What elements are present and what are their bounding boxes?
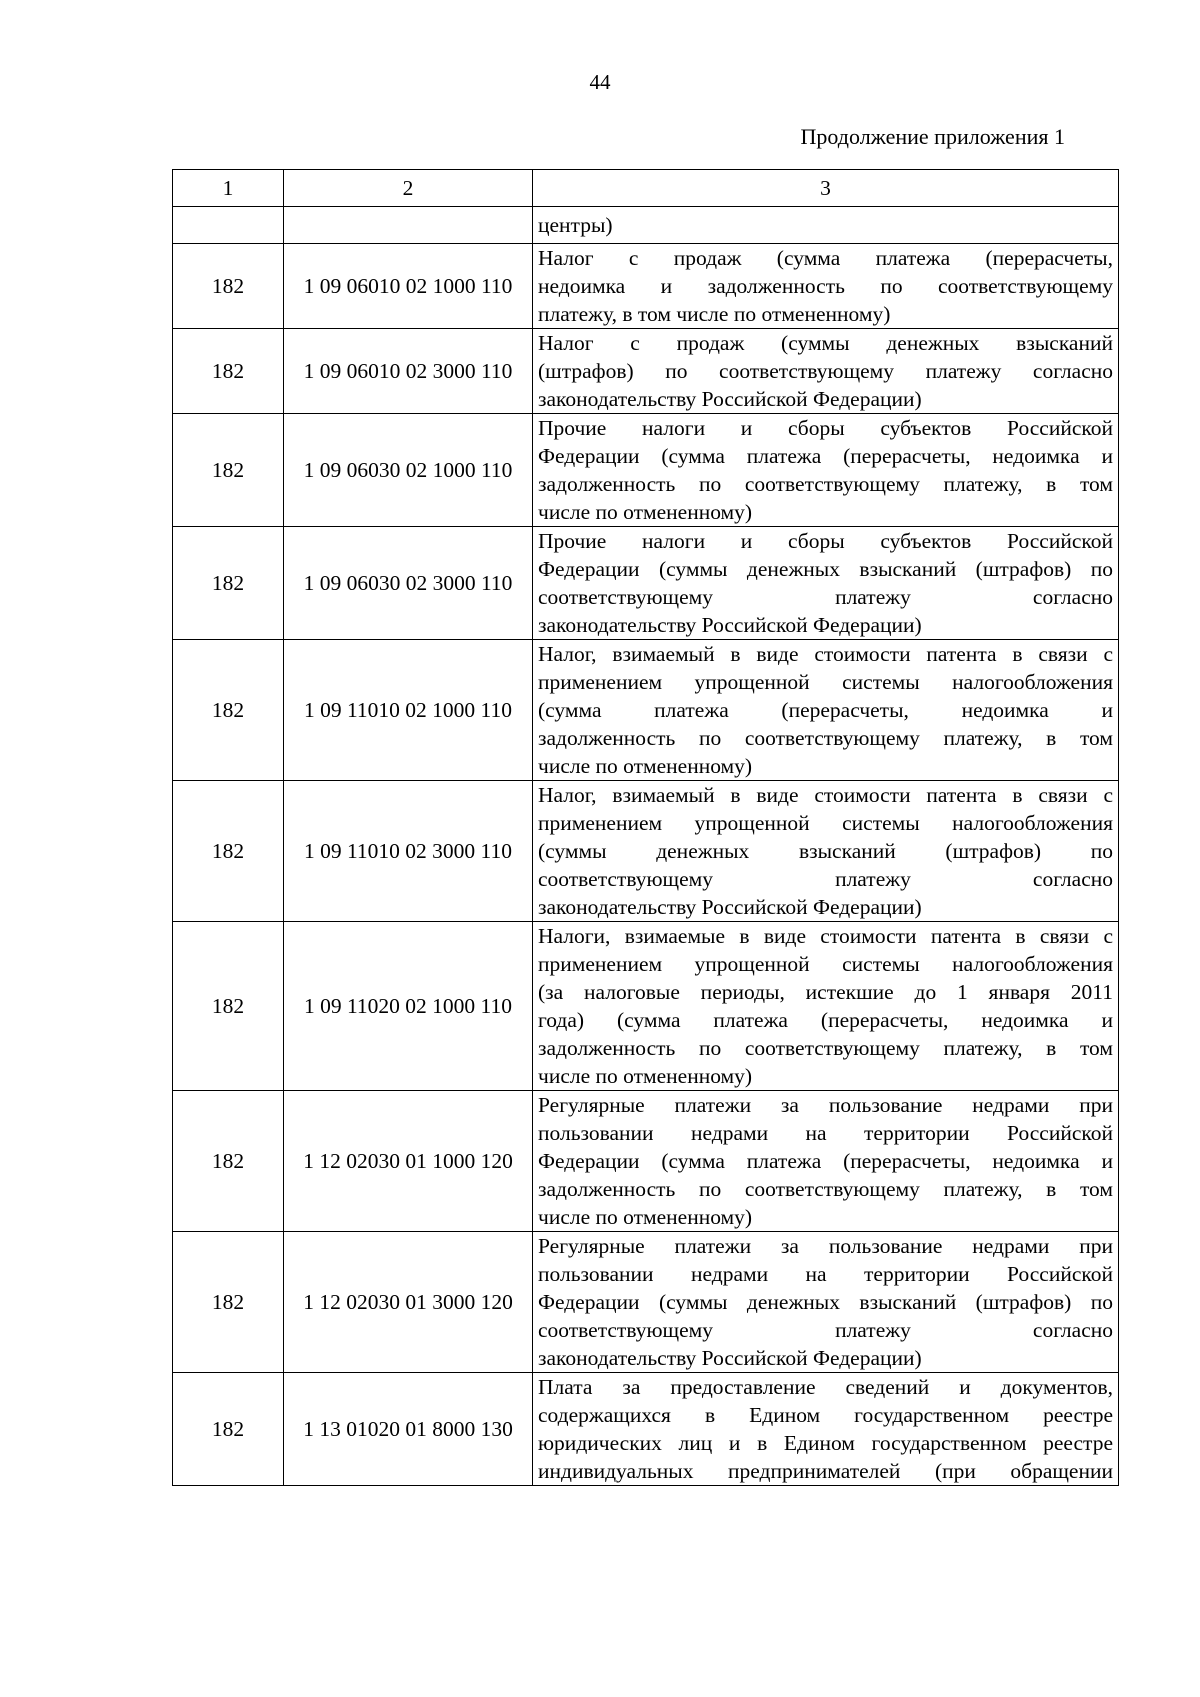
description-line: Регулярные платежи за пользование недрами при <box>538 1234 1113 1258</box>
description-line: Федерации (сумма платежа (перерасчеты, недоимка и <box>538 444 1113 468</box>
table-row <box>173 922 1119 1091</box>
description-line: соответствующему платежу согласно <box>538 1318 1113 1342</box>
table-row <box>173 527 1119 640</box>
admin-code-cell: 182 <box>173 1232 284 1373</box>
income-description-cell <box>533 527 1119 640</box>
header-cell-2: 2 <box>284 170 533 207</box>
income-description-cell <box>533 1373 1119 1486</box>
income-description-cell <box>533 640 1119 781</box>
description-line: законодательству Российской Федерации) <box>538 895 922 919</box>
description-line: года) (сумма платежа (перерасчеты, недоимка и <box>538 1008 1113 1032</box>
table-body <box>173 170 1119 1486</box>
budget-classification-code-cell: 1 09 11010 02 3000 110 <box>284 781 533 922</box>
budget-classification-code-cell: 1 09 11020 02 1000 110 <box>284 922 533 1091</box>
admin-code-cell: 182 <box>173 414 284 527</box>
header-cell-3: 3 <box>533 170 1119 207</box>
description-line: Прочие налоги и сборы субъектов Российской <box>538 416 1113 440</box>
description-line: числе по отмененному) <box>538 754 753 778</box>
income-description-cell <box>533 922 1119 1091</box>
admin-code-cell: 182 <box>173 1373 284 1486</box>
description-line: Регулярные платежи за пользование недрами при <box>538 1093 1113 1117</box>
continuation-text: центры) <box>533 207 1119 244</box>
description-line: законодательству Российской Федерации) <box>538 1346 922 1370</box>
income-description-cell <box>533 1232 1119 1373</box>
income-description-cell <box>533 244 1119 329</box>
description-line: Налоги, взимаемые в виде стоимости патента в связи с <box>538 924 1113 948</box>
description-line: (штрафов) по соответствующему платежу согласно <box>538 359 1113 383</box>
description-line: (за налоговые периоды, истекшие до 1 января 2011 <box>538 980 1113 1004</box>
description-line: пользовании недрами на территории Российской <box>538 1262 1113 1286</box>
admin-code-cell: 182 <box>173 1091 284 1232</box>
description-line: (сумма платежа (перерасчеты, недоимка и <box>538 698 1113 722</box>
table-row <box>173 781 1119 922</box>
table-row <box>173 1373 1119 1486</box>
description-line: Налог, взимаемый в виде стоимости патента в связи с <box>538 642 1113 666</box>
description-line: Федерации (суммы денежных взысканий (штрафов) по <box>538 557 1113 581</box>
description-line: Плата за предоставление сведений и документов, <box>538 1375 1113 1399</box>
budget-classification-code-cell: 1 09 11010 02 1000 110 <box>284 640 533 781</box>
empty-cell <box>284 207 533 244</box>
description-line: (суммы денежных взысканий (штрафов) по <box>538 839 1113 863</box>
description-line: числе по отмененному) <box>538 1064 753 1088</box>
description-line: платежу, в том числе по отмененному) <box>538 302 891 326</box>
table-row <box>173 1232 1119 1373</box>
description-line: недоимка и задолженность по соответствующему <box>538 274 1113 298</box>
description-line: Налог с продаж (сумма платежа (перерасчеты, <box>538 246 1113 270</box>
description-line: Прочие налоги и сборы субъектов Российской <box>538 529 1113 553</box>
description-line: задолженность по соответствующему платежу, в том <box>538 726 1113 750</box>
description-line: Федерации (сумма платежа (перерасчеты, недоимка и <box>538 1149 1113 1173</box>
budget-classification-code-cell: 1 09 06030 02 1000 110 <box>284 414 533 527</box>
description-line: числе по отмененному) <box>538 500 753 524</box>
table-row <box>173 640 1119 781</box>
description-line: Налог с продаж (суммы денежных взысканий <box>538 331 1113 355</box>
budget-classification-code-cell: 1 13 01020 01 8000 130 <box>284 1373 533 1486</box>
description-line: задолженность по соответствующему платежу, в том <box>538 1036 1113 1060</box>
budget-codes-table <box>172 169 1119 1486</box>
header-cell-1: 1 <box>173 170 284 207</box>
budget-classification-code-cell: 1 09 06010 02 1000 110 <box>284 244 533 329</box>
budget-classification-code-cell: 1 09 06010 02 3000 110 <box>284 329 533 414</box>
description-line: Налог, взимаемый в виде стоимости патента в связи с <box>538 783 1113 807</box>
description-line: пользовании недрами на территории Российской <box>538 1121 1113 1145</box>
budget-classification-code-cell: 1 12 02030 01 3000 120 <box>284 1232 533 1373</box>
table-row <box>173 329 1119 414</box>
table-row <box>173 1091 1119 1232</box>
admin-code-cell: 182 <box>173 781 284 922</box>
income-description-cell <box>533 414 1119 527</box>
budget-classification-code-cell: 1 12 02030 01 1000 120 <box>284 1091 533 1232</box>
description-line: законодательству Российской Федерации) <box>538 613 922 637</box>
description-line: применением упрощенной системы налогообложения <box>538 670 1113 694</box>
description-line: юридических лиц и в Едином государственном реестре <box>538 1431 1113 1455</box>
continuation-row <box>173 207 1119 244</box>
table-row <box>173 244 1119 329</box>
description-line: содержащихся в Едином государственном реестре <box>538 1403 1113 1427</box>
admin-code-cell: 182 <box>173 527 284 640</box>
empty-cell <box>173 207 284 244</box>
continuation-label: Продолжение приложения 1 <box>800 124 1065 149</box>
description-line: индивидуальных предпринимателей (при обращении <box>538 1459 1113 1483</box>
admin-code-cell: 182 <box>173 922 284 1091</box>
income-description-cell <box>533 781 1119 922</box>
income-description-cell <box>533 329 1119 414</box>
description-line: соответствующему платежу согласно <box>538 585 1113 609</box>
description-line: применением упрощенной системы налогообложения <box>538 952 1113 976</box>
description-line: задолженность по соответствующему платежу, в том <box>538 472 1113 496</box>
admin-code-cell: 182 <box>173 329 284 414</box>
admin-code-cell: 182 <box>173 640 284 781</box>
description-line: применением упрощенной системы налогообложения <box>538 811 1113 835</box>
page-number: 44 <box>589 70 611 94</box>
income-description-cell <box>533 1091 1119 1232</box>
description-line: соответствующему платежу согласно <box>538 867 1113 891</box>
admin-code-cell: 182 <box>173 244 284 329</box>
description-line: задолженность по соответствующему платежу, в том <box>538 1177 1113 1201</box>
description-line: Федерации (суммы денежных взысканий (штрафов) по <box>538 1290 1113 1314</box>
budget-classification-code-cell: 1 09 06030 02 3000 110 <box>284 527 533 640</box>
description-line: законодательству Российской Федерации) <box>538 387 922 411</box>
table-row <box>173 414 1119 527</box>
description-line: числе по отмененному) <box>538 1205 753 1229</box>
header-row <box>173 170 1119 207</box>
